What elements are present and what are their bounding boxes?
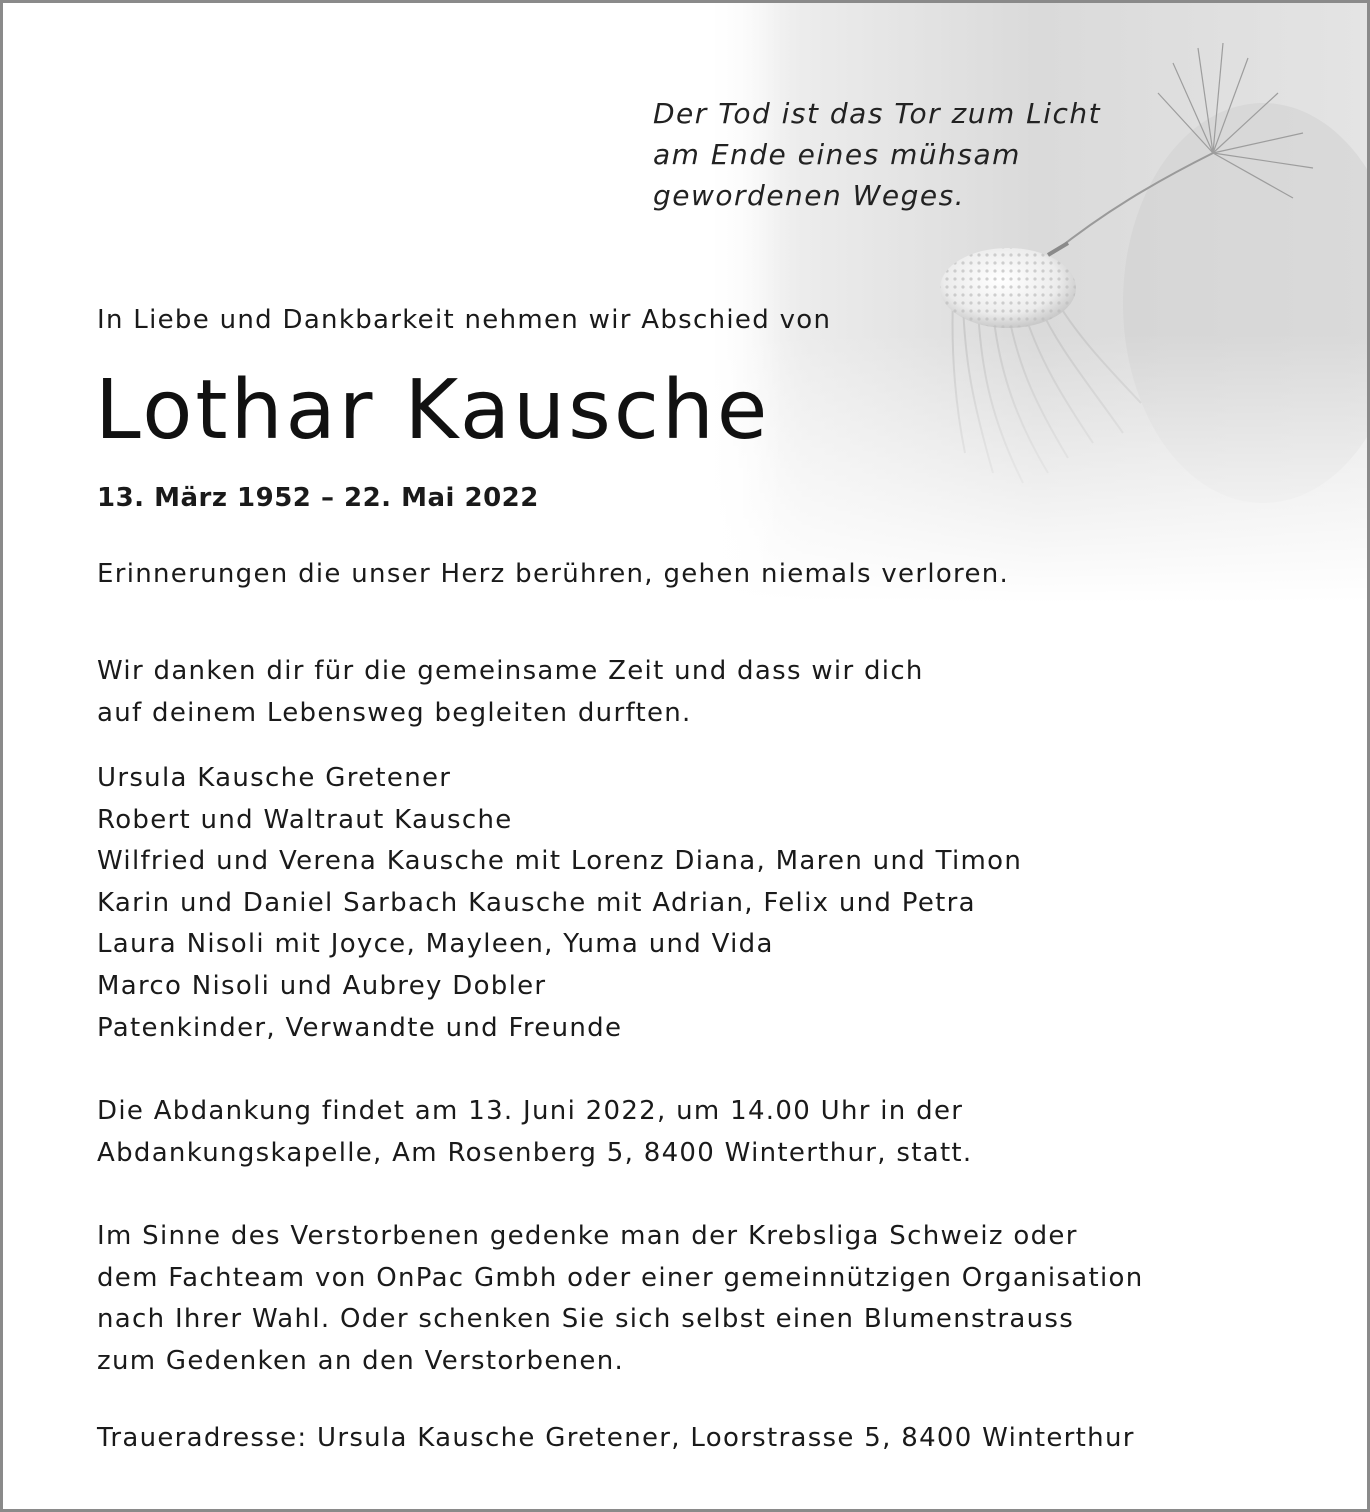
service-line: Die Abdankung findet am 13. Juni 2022, um 14.00 Uhr in der	[97, 1096, 964, 1126]
donation-line: Im Sinne des Verstorbenen gedenke man der Krebsliga Schweiz oder	[97, 1221, 1078, 1251]
memory-line: Erinnerungen die unser Herz berühren, gehen niemals verloren.	[97, 559, 1010, 589]
service-info	[97, 1091, 973, 1174]
intro-text: In Liebe und Dankbarkeit nehmen wir Abschied von	[97, 305, 832, 335]
quote	[653, 93, 1101, 216]
thanks-line: auf deinem Lebensweg begleiten durften.	[97, 697, 692, 728]
quote-line: Der Tod ist das Tor zum Licht	[653, 97, 1102, 130]
mourning-address: Traueradresse: Ursula Kausche Gretener, Loorstrasse 5, 8400 Winterthur	[97, 1423, 1135, 1453]
donation-line: dem Fachteam von OnPac Gmbh oder einer gemeinnützigen Organisation	[97, 1262, 1144, 1293]
donation-line: nach Ihrer Wahl. Oder schenken Sie sich selbst einen Blumenstrauss	[97, 1304, 1075, 1335]
quote-line: gewordenen Weges.	[653, 179, 966, 212]
mourner: Wilfried und Verena Kausche mit Lorenz Diana, Maren und Timon	[97, 846, 1023, 877]
mourner: Robert und Waltraut Kausche	[97, 804, 513, 835]
mourner: Laura Nisoli mit Joyce, Mayleen, Yuma und Vida	[97, 929, 774, 960]
mourners-list	[97, 758, 1022, 1049]
thanks-text	[97, 651, 924, 734]
quote-line: am Ende eines mühsam	[653, 138, 1021, 171]
mourner: Marco Nisoli und Aubrey Dobler	[97, 970, 547, 1001]
mourner: Patenkinder, Verwandte und Freunde	[97, 1012, 623, 1043]
donation-info	[97, 1216, 1144, 1382]
life-dates: 13. März 1952 – 22. Mai 2022	[97, 483, 539, 513]
deceased-name: Lothar Kausche	[95, 363, 771, 458]
mourner: Ursula Kausche Gretener	[97, 763, 452, 793]
service-line: Abdankungskapelle, Am Rosenberg 5, 8400 Winterthur, statt.	[97, 1137, 973, 1168]
thanks-line: Wir danken dir für die gemeinsame Zeit und dass wir dich	[97, 656, 924, 686]
donation-line: zum Gedenken an den Verstorbenen.	[97, 1345, 625, 1376]
mourner: Karin und Daniel Sarbach Kausche mit Adrian, Felix und Petra	[97, 887, 976, 918]
